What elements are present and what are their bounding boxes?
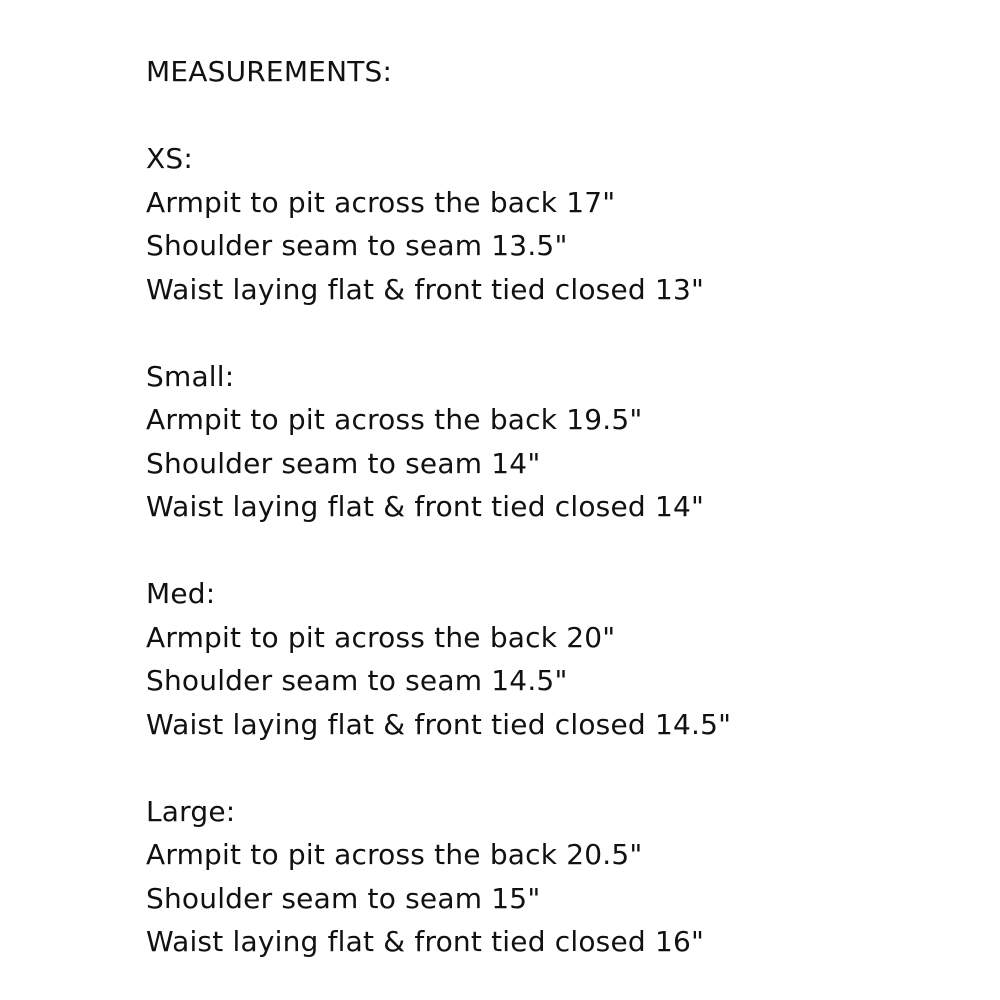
size-section-xs [146, 137, 966, 311]
size-title: Med: [146, 577, 216, 610]
measurement-line: Waist laying flat & front tied closed 13" [146, 272, 705, 306]
size-section-small [146, 355, 966, 529]
measurement-line: Waist laying flat & front tied closed 14" [146, 490, 705, 523]
size-title: Large: [146, 794, 236, 828]
measurement-line: Shoulder seam to seam 14" [146, 446, 541, 480]
size-section-large [146, 790, 966, 964]
measurement-line: Shoulder seam to seam 15" [146, 881, 541, 915]
measurement-line: Waist laying flat & front tied closed 14.5" [146, 707, 732, 741]
size-section-med [146, 572, 966, 746]
size-title: XS: [146, 142, 193, 175]
size-title: Small: [146, 359, 235, 393]
measurements-document [146, 50, 966, 964]
document-heading: MEASUREMENTS: [146, 55, 393, 88]
measurement-line: Waist laying flat & front tied closed 16" [146, 925, 705, 958]
measurement-line: Armpit to pit across the back 19.5" [146, 403, 643, 436]
measurement-line: Shoulder seam to seam 14.5" [146, 664, 568, 697]
measurement-line: Armpit to pit across the back 20" [146, 620, 616, 654]
measurement-line: Shoulder seam to seam 13.5" [146, 229, 568, 262]
measurement-line: Armpit to pit across the back 20.5" [146, 838, 643, 871]
measurement-line: Armpit to pit across the back 17" [146, 185, 616, 219]
